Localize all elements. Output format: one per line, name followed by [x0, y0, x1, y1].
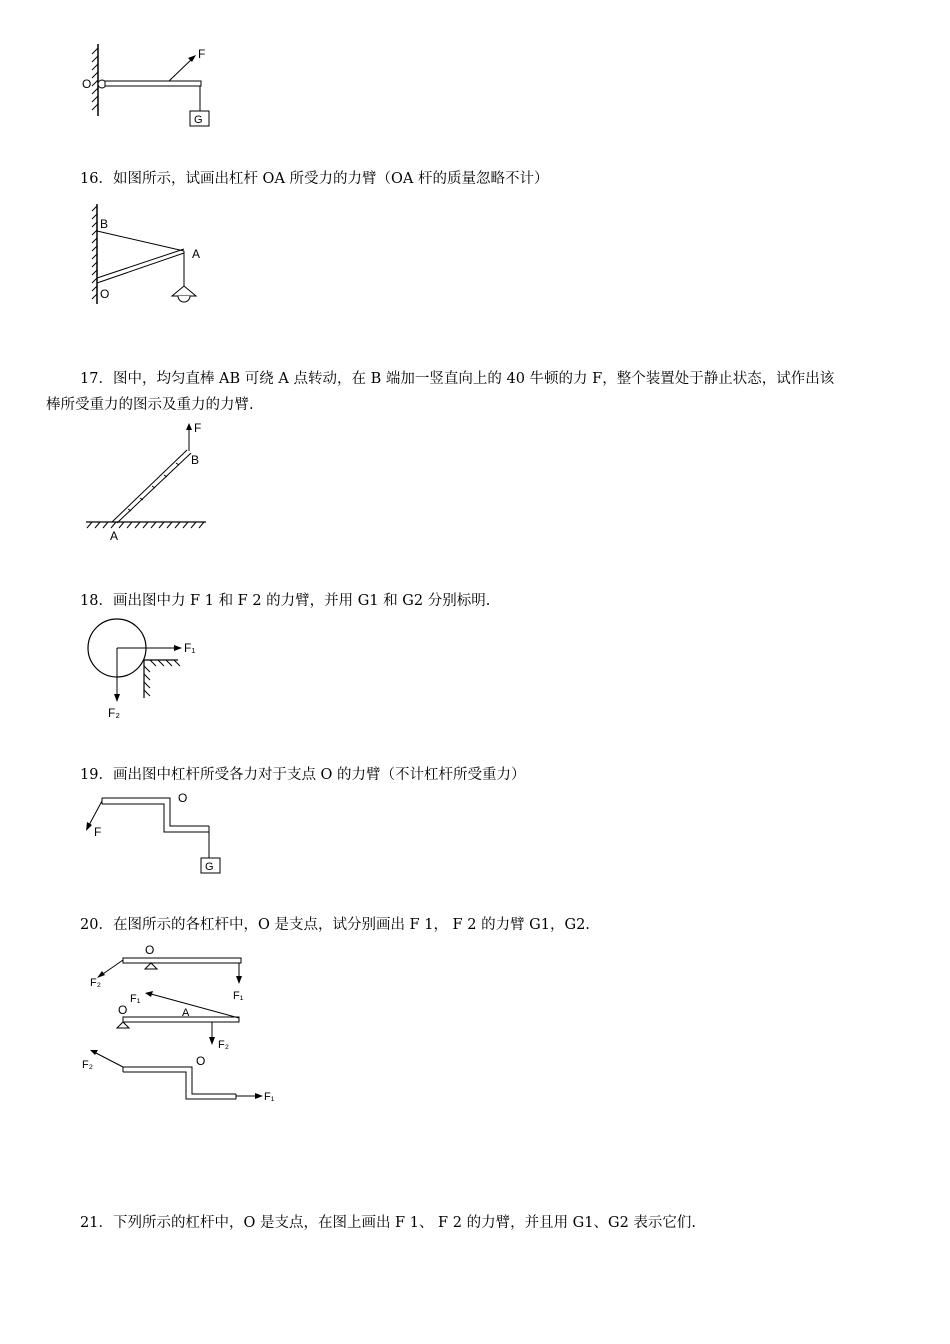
- label-O-b: O: [118, 1003, 128, 1017]
- question-17-line-1: 17．图中，均匀直棒 AB 可绕 A 点转动，在 B 端加一竖直向上的 40 牛顿的力 F，整个装置处于静止状态，试作出该: [80, 371, 835, 387]
- figure-18-wheel-on-step: [82, 614, 212, 724]
- label-F1-b: F₁: [130, 993, 141, 1005]
- label-G: G: [194, 114, 203, 126]
- label-F2-b: F₂: [218, 1039, 229, 1051]
- label-F: F: [198, 47, 206, 61]
- question-16: 16．如图所示，试画出杠杆 OA 所受力的力臂（OA 杆的质量忽略不计）: [80, 171, 549, 187]
- label-O-a: O: [145, 943, 155, 957]
- question-21: 21．下列所示的杠杆中，O 是支点，在图上画出 F 1、 F 2 的力臂，并且用 G1、G2 表示它们.: [80, 1215, 697, 1231]
- label-O: O: [100, 287, 110, 301]
- label-A-b: A: [182, 1007, 190, 1019]
- label-G: G: [205, 861, 214, 873]
- label-A: A: [192, 247, 201, 261]
- label-F1: F₁: [184, 641, 196, 655]
- figure-20-lever-group: [78, 938, 288, 1113]
- label-B: B: [100, 217, 109, 231]
- figure-19-bent-lever: [78, 788, 238, 880]
- question-17-line-2: 棒所受重力的图示及重力的力臂.: [46, 397, 254, 413]
- label-A: A: [110, 529, 119, 543]
- label-F: F: [194, 421, 202, 435]
- figure-16-wall-bracket-lamp: [88, 200, 218, 312]
- label-F2-a: F₂: [90, 977, 101, 989]
- figure-lever-wall-weight: [78, 40, 228, 132]
- figure-17-rod-on-ground: [84, 418, 224, 546]
- question-20: 20．在图所示的各杠杆中，O 是支点，试分别画出 F 1， F 2 的力臂 G1，G2.: [80, 917, 590, 933]
- label-F1-c: F₁: [264, 1091, 275, 1103]
- label-F1-a: F₁: [233, 990, 244, 1002]
- label-F: F: [94, 825, 102, 839]
- question-19: 19．画出图中杠杆所受各力对于支点 O 的力臂（不计杠杆所受重力）: [80, 767, 526, 783]
- label-B: B: [191, 453, 200, 467]
- label-F2-c: F₂: [82, 1059, 93, 1071]
- label-F2: F₂: [108, 706, 120, 720]
- label-O: O: [178, 791, 188, 805]
- question-18: 18．画出图中力 F 1 和 F 2 的力臂，并用 G1 和 G2 分别标明.: [80, 593, 491, 609]
- label-O-c: O: [196, 1054, 206, 1068]
- label-O: O: [82, 77, 92, 91]
